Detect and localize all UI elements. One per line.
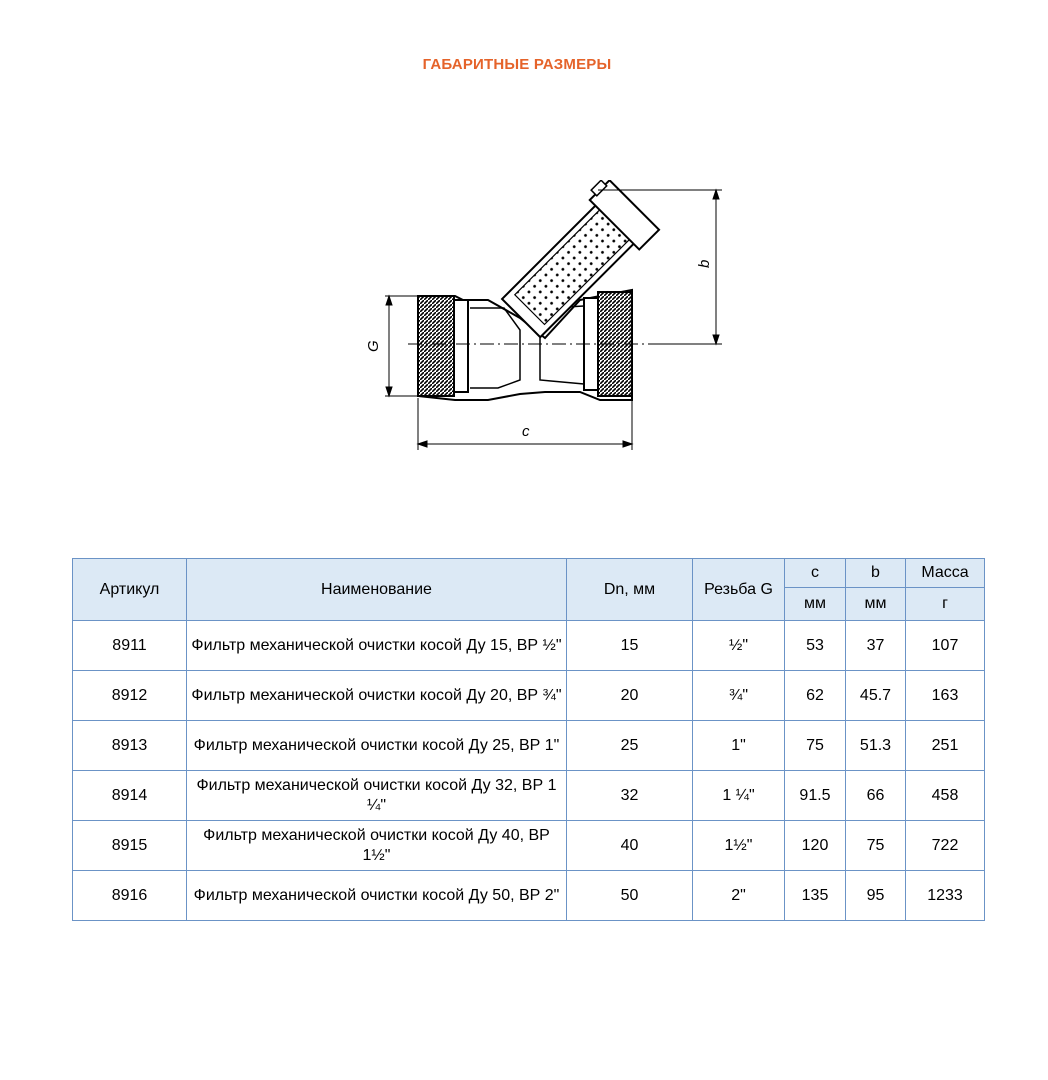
- cell-mass: 722: [906, 821, 985, 871]
- cell-dn: 40: [567, 821, 693, 871]
- cell-b: 45.7: [846, 671, 906, 721]
- cell-c: 135: [785, 871, 846, 921]
- cell-c: 53: [785, 621, 846, 671]
- filter-dimension-drawing: [340, 180, 740, 470]
- cell-b: 95: [846, 871, 906, 921]
- cell-c: 75: [785, 721, 846, 771]
- cell-c: 62: [785, 671, 846, 721]
- table-row: [73, 671, 985, 721]
- cell-name: Фильтр механической очистки косой Ду 50, ВР 2": [187, 871, 567, 921]
- header-mass: Масса: [906, 559, 985, 588]
- table-row: [73, 871, 985, 921]
- cell-article: 8912: [73, 671, 187, 721]
- cell-mass: 1233: [906, 871, 985, 921]
- cell-thread: 2": [693, 871, 785, 921]
- header-dn: Dn, мм: [567, 559, 693, 621]
- cell-name: Фильтр механической очистки косой Ду 15, ВР ½": [187, 621, 567, 671]
- cell-thread: ¾": [693, 671, 785, 721]
- header-c: c: [785, 559, 846, 588]
- cell-mass: 163: [906, 671, 985, 721]
- cell-name: Фильтр механической очистки косой Ду 32, ВР 1 ¼": [187, 771, 567, 821]
- cell-thread: ½": [693, 621, 785, 671]
- cell-name: Фильтр механической очистки косой Ду 40, ВР 1½": [187, 821, 567, 871]
- cell-thread: 1½": [693, 821, 785, 871]
- cell-c: 91.5: [785, 771, 846, 821]
- cell-article: 8914: [73, 771, 187, 821]
- table-row: [73, 621, 985, 671]
- dimension-label-c: c: [522, 423, 530, 440]
- cell-mass: 458: [906, 771, 985, 821]
- page-title: ГАБАРИТНЫЕ РАЗМЕРЫ: [422, 56, 612, 73]
- cell-article: 8915: [73, 821, 187, 871]
- cell-article: 8916: [73, 871, 187, 921]
- table-row: [73, 821, 985, 871]
- cell-name: Фильтр механической очистки косой Ду 20, ВР ¾": [187, 671, 567, 721]
- cell-thread: 1": [693, 721, 785, 771]
- table-row: [73, 771, 985, 821]
- cell-b: 66: [846, 771, 906, 821]
- cell-b: 37: [846, 621, 906, 671]
- header-thread: Резьба G: [693, 559, 785, 621]
- table-row: [73, 721, 985, 771]
- cell-article: 8913: [73, 721, 187, 771]
- cell-mass: 107: [906, 621, 985, 671]
- cell-b: 75: [846, 821, 906, 871]
- cell-thread: 1 ¼": [693, 771, 785, 821]
- header-mass-unit: г: [906, 588, 985, 621]
- specs-table: [72, 558, 985, 921]
- header-name: Наименование: [187, 559, 567, 621]
- cell-dn: 50: [567, 871, 693, 921]
- cell-dn: 15: [567, 621, 693, 671]
- cell-c: 120: [785, 821, 846, 871]
- header-b-unit: мм: [846, 588, 906, 621]
- header-c-unit: мм: [785, 588, 846, 621]
- cell-b: 51.3: [846, 721, 906, 771]
- cell-dn: 32: [567, 771, 693, 821]
- cell-name: Фильтр механической очистки косой Ду 25, ВР 1": [187, 721, 567, 771]
- cell-dn: 25: [567, 721, 693, 771]
- cell-dn: 20: [567, 671, 693, 721]
- cell-mass: 251: [906, 721, 985, 771]
- header-article: Артикул: [73, 559, 187, 621]
- dimension-label-g: G: [365, 340, 382, 352]
- cell-article: 8911: [73, 621, 187, 671]
- dimension-label-b: b: [696, 259, 713, 268]
- header-b: b: [846, 559, 906, 588]
